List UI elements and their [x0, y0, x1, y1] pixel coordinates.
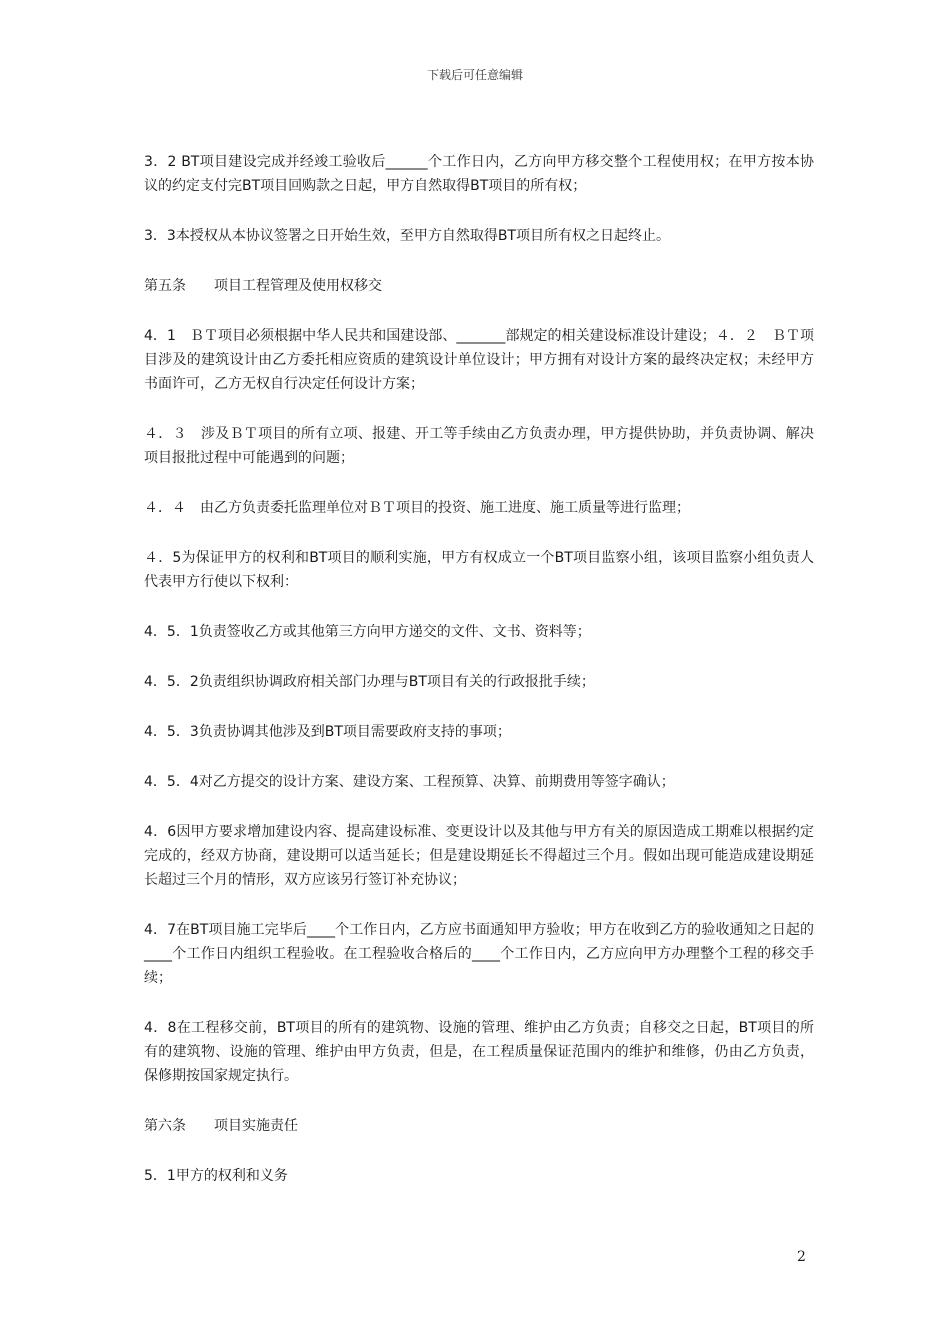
clause-3-3: 3．3本授权从本协议签署之日开始生效，至甲方自然取得BT项目所有权之日起终止。 — [144, 228, 670, 244]
fill-blank: ______ — [385, 154, 428, 170]
page-header: 下载后可任意编辑 — [426, 68, 523, 82]
document-body — [144, 150, 814, 1214]
page-number: 2 — [797, 1249, 806, 1265]
clause-4-6: 4．6因甲方要求增加建设内容、提高建设标准、变更设计以及其他与甲方有关的原因造成工期难以根据约定完成的，经双方协商，建设期可以适当延长；但是建设期延长不得超过三个月。假如出现可能造成建设期延长超过三个月的情形，双方应该另行签订补充协议； — [144, 824, 814, 888]
clause-4-4: ４．４ 由乙方负责委托监理单位对ＢＴ项目的投资、施工进度、施工质量等进行监理； — [144, 500, 690, 516]
clause-5-1: 5．1甲方的权利和义务 — [144, 1168, 288, 1184]
clause-4-5-3: 4．5．3负责协调其他涉及到BT项目需要政府支持的事项； — [144, 724, 511, 740]
article-5-heading: 第五条 项目工程管理及使用权移交 — [144, 278, 382, 294]
fill-blank: ____ — [144, 946, 172, 962]
clause-4-7: 4．7在BT项目施工完毕后____个工作日内，乙方应书面通知甲方验收；甲方在收到乙方的验收通知之日起的____个工作日内组织工程验收。在工程验收合格后的____个工作日内，乙方应向甲方办理整个工程的移交手续； — [144, 922, 814, 986]
clause-4-5: ４．5为保证甲方的权利和BT项目的顺利实施，甲方有权成立一个BT项目监察小组，该项目监察小组负责人代表甲方行使以下权利： — [144, 550, 814, 590]
clause-4-5-4: 4．5．4对乙方提交的设计方案、建设方案、工程预算、决算、前期费用等签字确认； — [144, 774, 675, 790]
clause-4-1: 4．1 ＢＴ项目必须根据中华人民共和国建设部、_______部规定的相关建设标准设计建设；４．２ ＢＴ项目涉及的建筑设计由乙方委托相应资质的建筑设计单位设计；甲方拥有对设计方案的最终决定权；未经甲方书面许可，乙方无权自行决定任何设计方案； — [144, 328, 814, 392]
fill-blank: ____ — [307, 922, 336, 938]
fill-blank: _______ — [456, 328, 506, 344]
article-6-heading: 第六条 项目实施责任 — [144, 1118, 298, 1134]
clause-3-2: 3．2 BT项目建设完成并经竣工验收后______个工作日内，乙方向甲方移交整个工程使用权；在甲方按本协议的约定支付完BT项目回购款之日起，甲方自然取得BT项目的所有权； — [144, 154, 815, 194]
clause-4-3: ４．３ 涉及ＢＴ项目的所有立项、报建、开工等手续由乙方负责办理，甲方提供协助，并负责协调、解决项目报批过程中可能遇到的问题； — [144, 426, 814, 466]
clause-4-5-1: 4．5．1负责签收乙方或其他第三方向甲方递交的文件、文书、资料等； — [144, 624, 591, 640]
clause-4-5-2: 4．5．2负责组织协调政府相关部门办理与BT项目有关的行政报批手续； — [144, 674, 595, 690]
fill-blank: ____ — [472, 946, 500, 962]
clause-4-8: 4．8在工程移交前，BT项目的所有的建筑物、设施的管理、维护由乙方负责；自移交之日起，BT项目的所有的建筑物、设施的管理、维护由甲方负责，但是，在工程质量保证范围内的维护和维修，仍由乙方负责，保修期按国家规定执行。 — [144, 1020, 814, 1084]
